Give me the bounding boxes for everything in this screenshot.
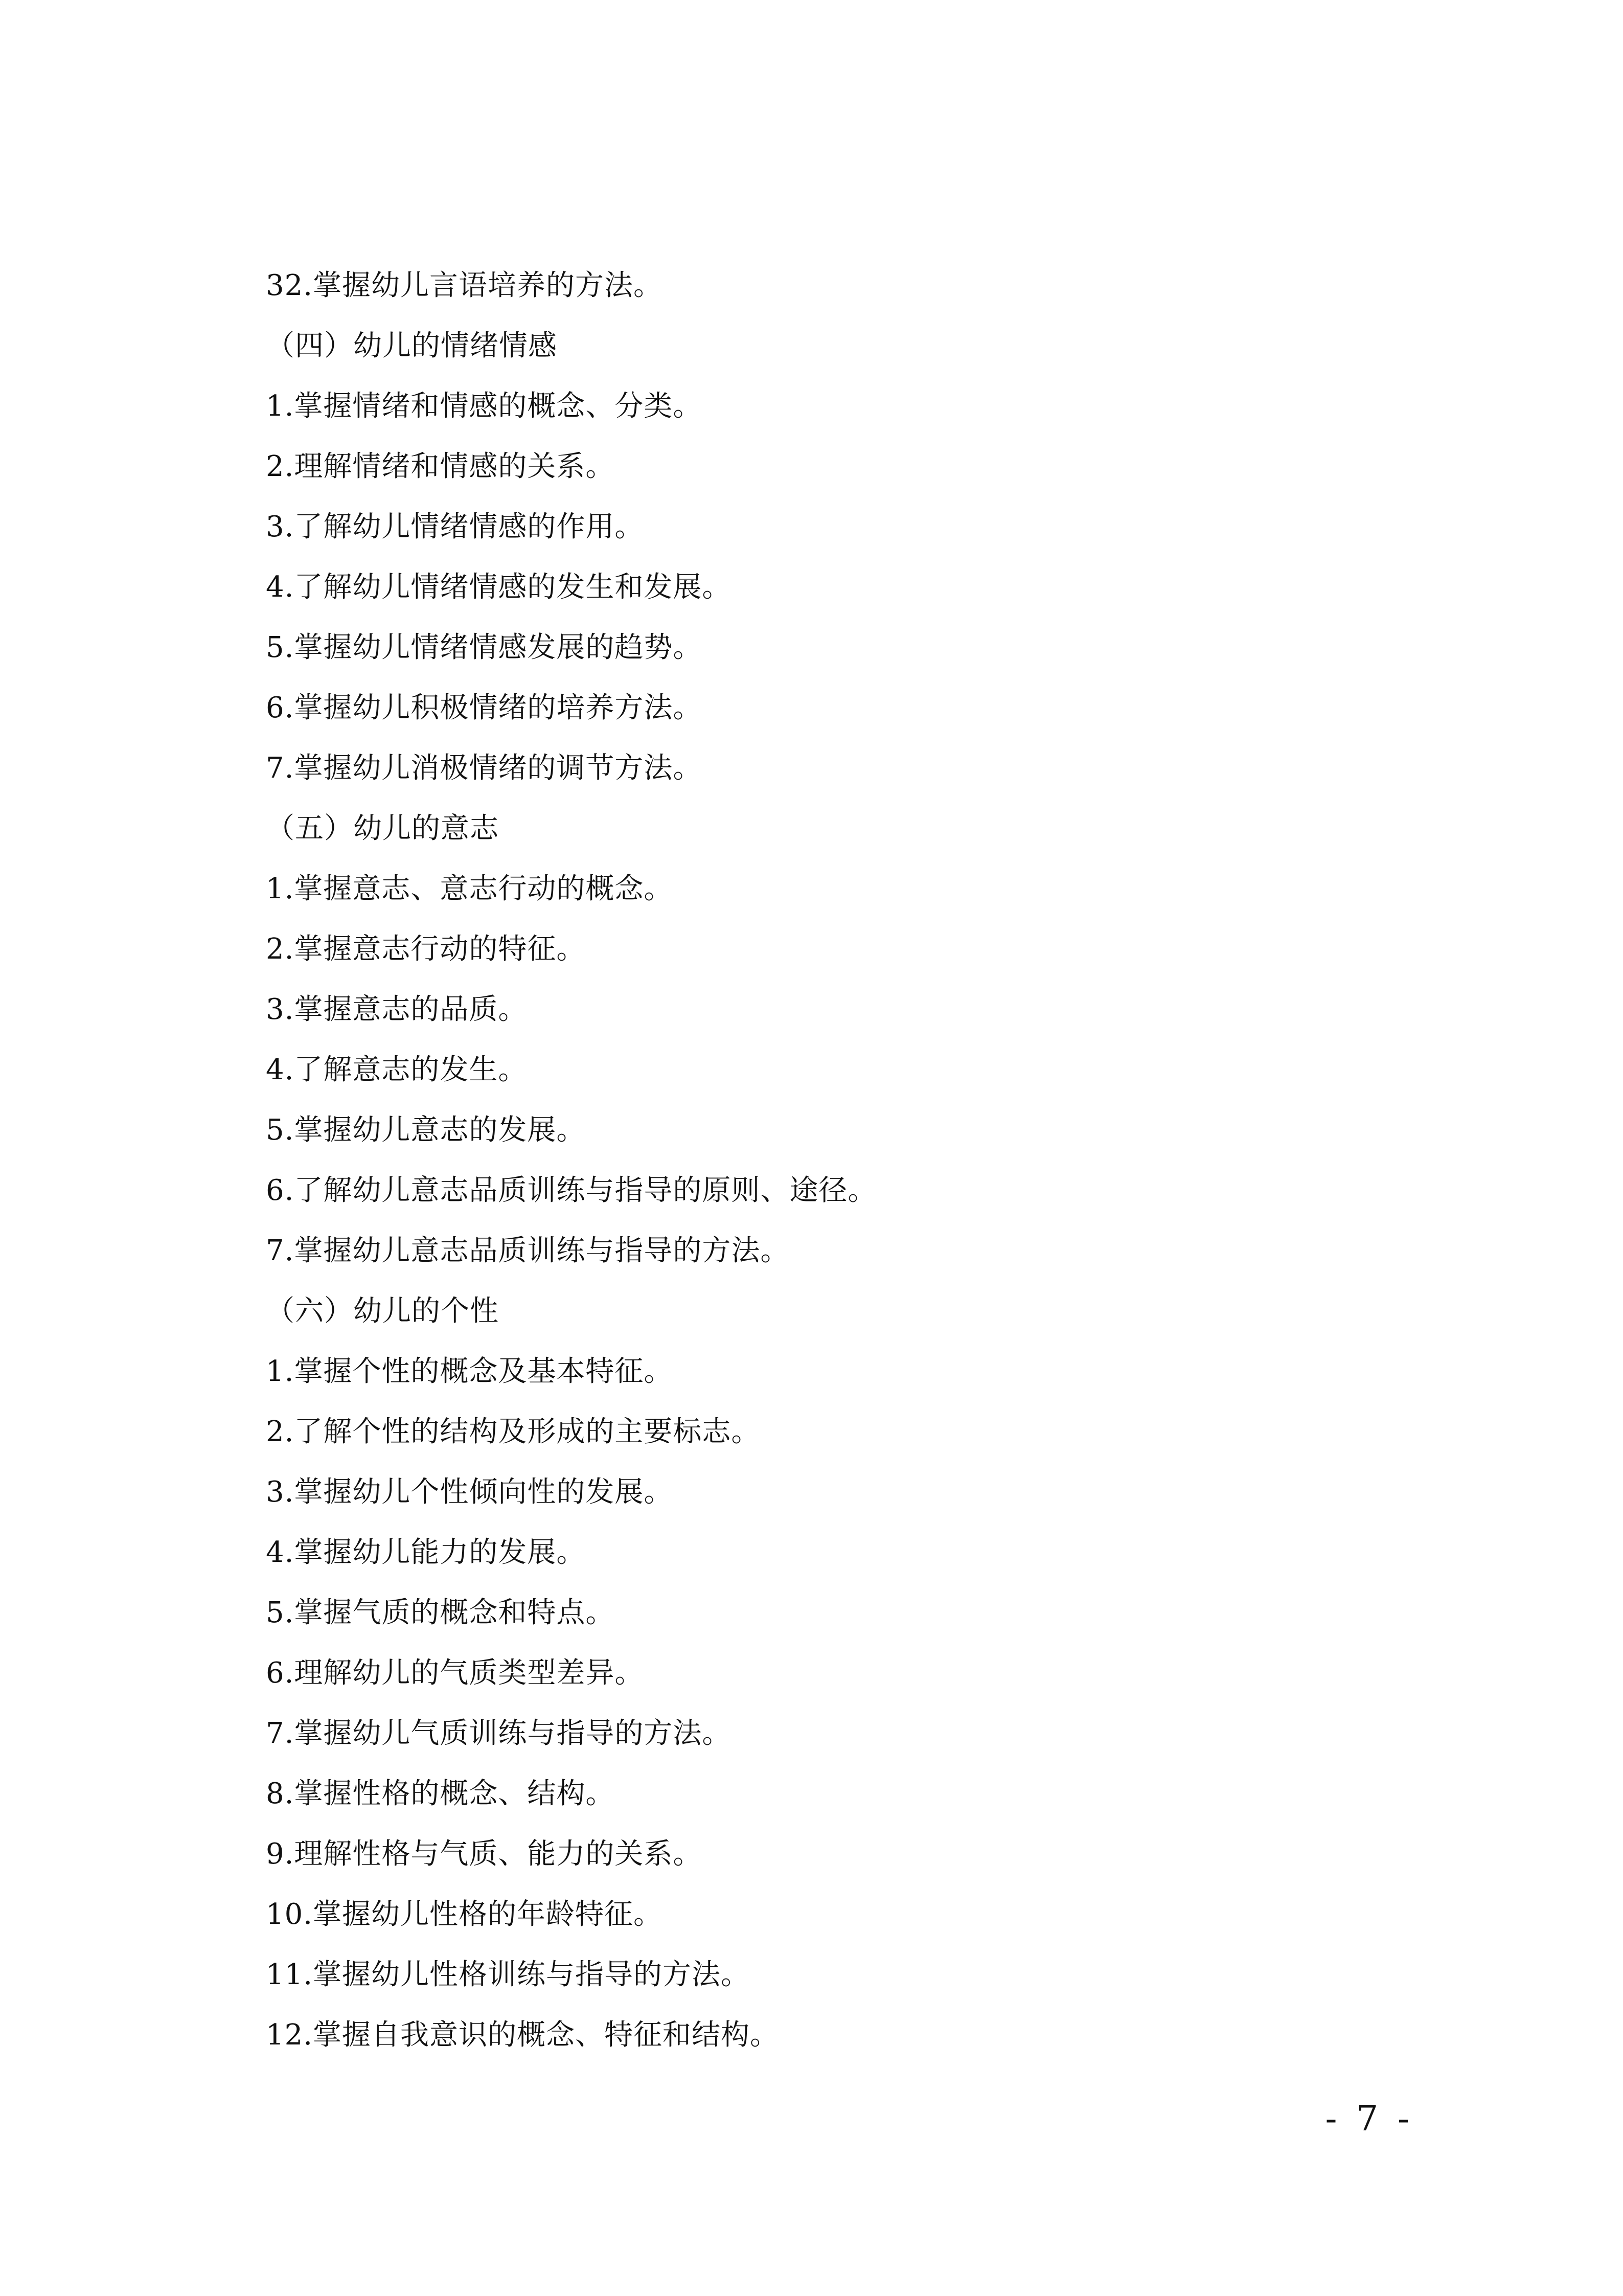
outline-item: 7.掌握幼儿气质训练与指导的方法。 <box>266 1717 732 1750</box>
outline-item: 1.掌握情绪和情感的概念、分类。 <box>266 390 702 423</box>
outline-item: 2.掌握意志行动的特征。 <box>266 933 586 966</box>
section-heading: （五）幼儿的意志 <box>266 812 499 845</box>
outline-item: 3.掌握意志的品质。 <box>266 993 528 1026</box>
outline-item: 6.掌握幼儿积极情绪的培养方法。 <box>266 691 702 724</box>
outline-item: 2.理解情绪和情感的关系。 <box>266 450 615 483</box>
page-content <box>266 256 1421 2065</box>
outline-item: 6.理解幼儿的气质类型差异。 <box>266 1656 644 1690</box>
outline-item: 8.掌握性格的概念、结构。 <box>266 1777 615 1810</box>
outline-item: 9.理解性格与气质、能力的关系。 <box>266 1837 702 1871</box>
section-heading: （六）幼儿的个性 <box>266 1294 499 1328</box>
outline-item: 4.掌握幼儿能力的发展。 <box>266 1536 586 1569</box>
outline-item: 10.掌握幼儿性格的年龄特征。 <box>266 1898 663 1931</box>
outline-item: 1.掌握意志、意志行动的概念。 <box>266 872 673 905</box>
outline-item: 3.掌握幼儿个性倾向性的发展。 <box>266 1475 673 1509</box>
outline-item: 12.掌握自我意识的概念、特征和结构。 <box>266 2018 780 2052</box>
outline-item: 6.了解幼儿意志品质训练与指导的原则、途径。 <box>266 1174 877 1207</box>
outline-item: 5.掌握幼儿意志的发展。 <box>266 1113 586 1147</box>
page-number: - 7 - <box>1325 2099 1413 2139</box>
outline-item: 11.掌握幼儿性格训练与指导的方法。 <box>266 1958 750 1991</box>
outline-item: 4.了解意志的发生。 <box>266 1053 528 1086</box>
section-heading: （四）幼儿的情绪情感 <box>266 329 557 362</box>
outline-item: 1.掌握个性的概念及基本特征。 <box>266 1355 673 1388</box>
outline-item: 4.了解幼儿情绪情感的发生和发展。 <box>266 571 732 604</box>
outline-item: 5.掌握幼儿情绪情感发展的趋势。 <box>266 631 702 664</box>
outline-item: 32.掌握幼儿言语培养的方法。 <box>266 269 663 302</box>
outline-item: 2.了解个性的结构及形成的主要标志。 <box>266 1415 761 1448</box>
outline-item: 5.掌握气质的概念和特点。 <box>266 1596 615 1629</box>
outline-item: 7.掌握幼儿意志品质训练与指导的方法。 <box>266 1234 790 1267</box>
outline-item: 7.掌握幼儿消极情绪的调节方法。 <box>266 752 702 785</box>
outline-item: 3.了解幼儿情绪情感的作用。 <box>266 510 644 543</box>
